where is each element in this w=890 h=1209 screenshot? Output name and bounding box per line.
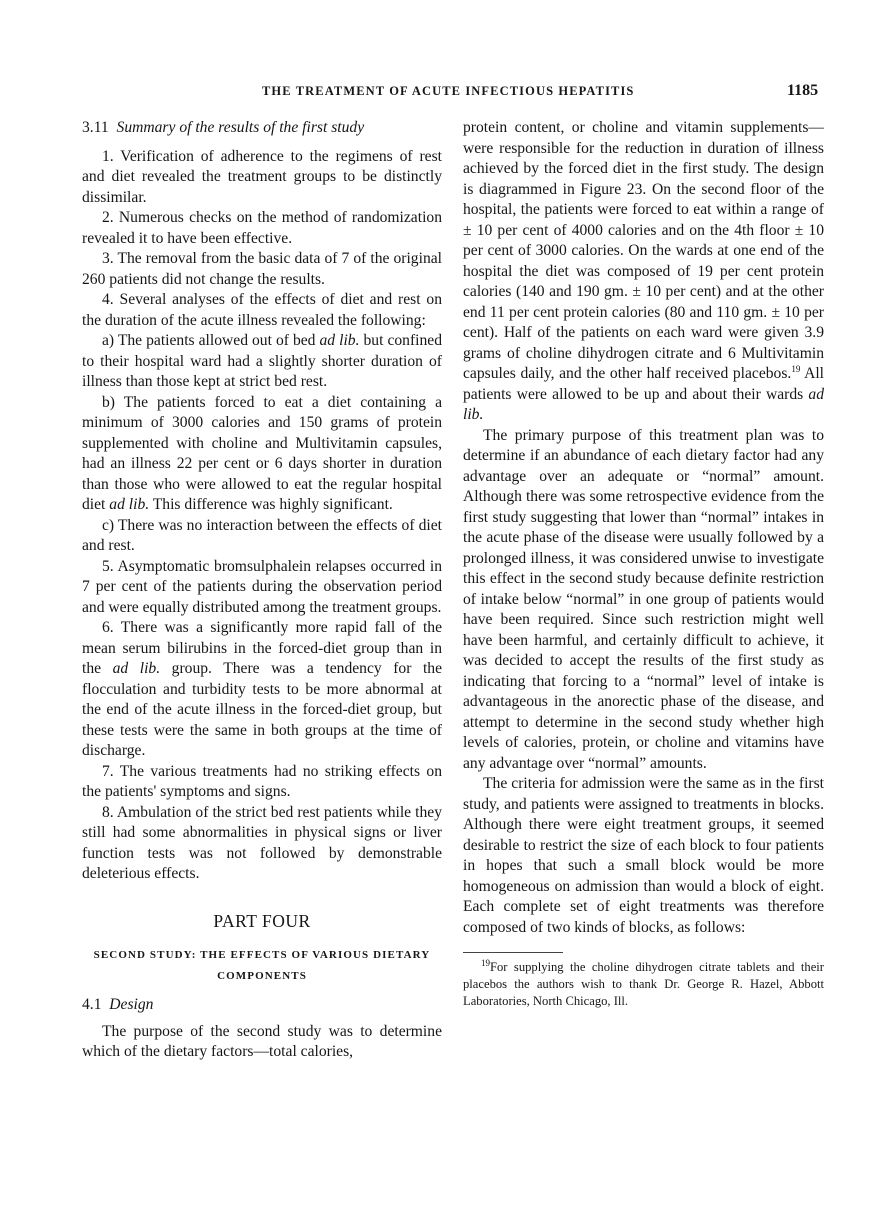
section-number: 4.1 (82, 996, 102, 1013)
left-column (82, 118, 442, 1063)
italic-run: ad lib. (319, 332, 360, 349)
purpose-paragraph: The primary purpose of this treatment plan was to determine if an abundance of each dietary factor had any advantage over an adequate or “normal” amount. Although there was some retrospective evidence from the first study suggesting that lower than “normal” intakes in the acute phase of the disease were usually followed by a prolonged illness, it was considered unwise to investigate this effect in the second study because definite restriction of intake below “normal” in one group of patients would have been required. Since such restriction might well have been harmful, and certainly difficult to achieve, it was decided to accept the results of the first study as indicating that forcing to a “normal” level of intake is advantageous in the anorectic phase of the disease, and attempt to determine in the second study whether high levels of calories, protein, or choline and vitamins have any advantage over “normal” amounts. (463, 426, 824, 772)
text-run: but confined to their hospital ward had a slightly shorter duration of illness than those kept at strict bed rest. (82, 332, 443, 390)
criteria-paragraph: The criteria for admission were the same as in the first study, and patients were assigned to treatments in blocks. Although there were eight treatment groups, it seemed desirable to restrict the size of each block to four patients in hopes that such a small block would be more homogeneous on admission than would a block of eight. Each complete set of eight treatments was therefore composed of two kinds of blocks, as follows: (463, 775, 824, 936)
subpart-title-line-1: SECOND STUDY: THE EFFECTS OF VARIOUS DIETARY (93, 949, 431, 961)
design-paragraph: The purpose of the second study was to determine which of the dietary factors—total calories, (82, 1022, 442, 1060)
section-title: Design (109, 996, 154, 1013)
summary-item-4b (82, 393, 442, 516)
text-run: protein content, or choline and vitamin supplements—were responsible for the reduction in duration of illness achieved by the forced diet in the first study. The design is diagrammed in Figure 23. On the second floor of the hospital, the patients were forced to eat within a range of ± 10 per cent of 4000 calories and on the 4th floor ± 10 per cent of 3000 calories. On the wards at one end of the hospital the diet was composed of 19 per cent protein calories (140 and 190 gm. ± 10 per cent) and at the other end 11 per cent protein calories (80 and 110 gm. ± 10 per cent). Half of the patients on each ward were given 3.9 grams of choline dihydrogen citrate and 6 Multivitamin capsules daily, and the other half received placebos. (463, 119, 824, 382)
summary-item-4a (82, 331, 442, 393)
right-column (463, 118, 824, 1010)
part-title: PART FOUR (213, 910, 311, 931)
summary-item-6 (82, 618, 442, 762)
subpart-title (82, 945, 442, 987)
summary-item-7: 7. The various treatments had no striking effects on the patients' symptoms and signs. (82, 762, 442, 800)
section-title: Summary of the results of the first study (116, 119, 365, 136)
summary-item-1: 1. Verification of adherence to the regimens of rest and diet revealed the treatment groups to be distinctly dissimilar. (82, 147, 442, 206)
running-head: THE TREATMENT OF ACUTE INFECTIOUS HEPATITIS (262, 84, 635, 98)
footnote-text: For supplying the choline dihydrogen citrate tablets and their placebos the authors wish to thank Dr. George R. Hazel, Abbott Laboratories, North Chicago, Ill. (463, 960, 824, 1008)
text-run: 6. There was a significantly more rapid fall of the mean serum bilirubins in the forced-diet group than in the (82, 619, 442, 677)
italic-run: ad lib. (463, 385, 824, 423)
text-run: a) The patients allowed out of bed (102, 332, 320, 349)
italic-run: ad lib. (112, 660, 161, 677)
footnote-marker: 19 (791, 363, 801, 374)
subpart-title-line-2: COMPONENTS (217, 970, 307, 982)
summary-item-3: 3. The removal from the basic data of 7 of the original 260 patients did not change the results. (82, 250, 442, 288)
summary-item-4c: c) There was no interaction between the effects of diet and rest. (82, 516, 442, 554)
section-heading-4-1 (82, 995, 442, 1016)
italic-run: ad lib. (109, 496, 150, 513)
text-run: All patients were allowed to be up and about their wards (463, 365, 824, 403)
design-paragraph-continued (463, 118, 824, 426)
text-run: This difference was highly significant. (149, 496, 393, 513)
footnote (463, 959, 824, 1010)
page-number: 1185 (787, 82, 819, 99)
summary-item-5: 5. Asymptomatic bromsulphalein relapses occurred in 7 per cent of the patients during the observation period and were equally distributed among the treatment groups. (82, 557, 442, 616)
footnote-divider (463, 952, 563, 953)
section-number: 3.11 (82, 119, 109, 136)
text-run: b) The patients forced to eat a diet containing a minimum of 3000 calories and 150 grams of protein supplemented with choline and Multivitamin capsules, had an illness 22 per cent or 6 days shorter in duration than those who were allowed to eat the regular hospital diet (82, 393, 442, 513)
section-heading-3-11 (82, 118, 442, 139)
summary-item-2: 2. Numerous checks on the method of randomization revealed it to have been effective. (82, 209, 442, 247)
footnote-number: 19 (481, 957, 490, 968)
summary-item-8: 8. Ambulation of the strict bed rest patients while they still had some abnormalities in physical signs or liver function tests was not followed by demonstrable deleterious effects. (82, 803, 442, 882)
text-run: group. There was a tendency for the flocculation and turbidity tests to be more abnormal at the end of the acute illness in the forced-diet group, but these tests were the same in both groups at the time of discharge. (82, 660, 443, 759)
summary-item-4: 4. Several analyses of the effects of diet and rest on the duration of the acute illness revealed the following: (82, 291, 442, 329)
